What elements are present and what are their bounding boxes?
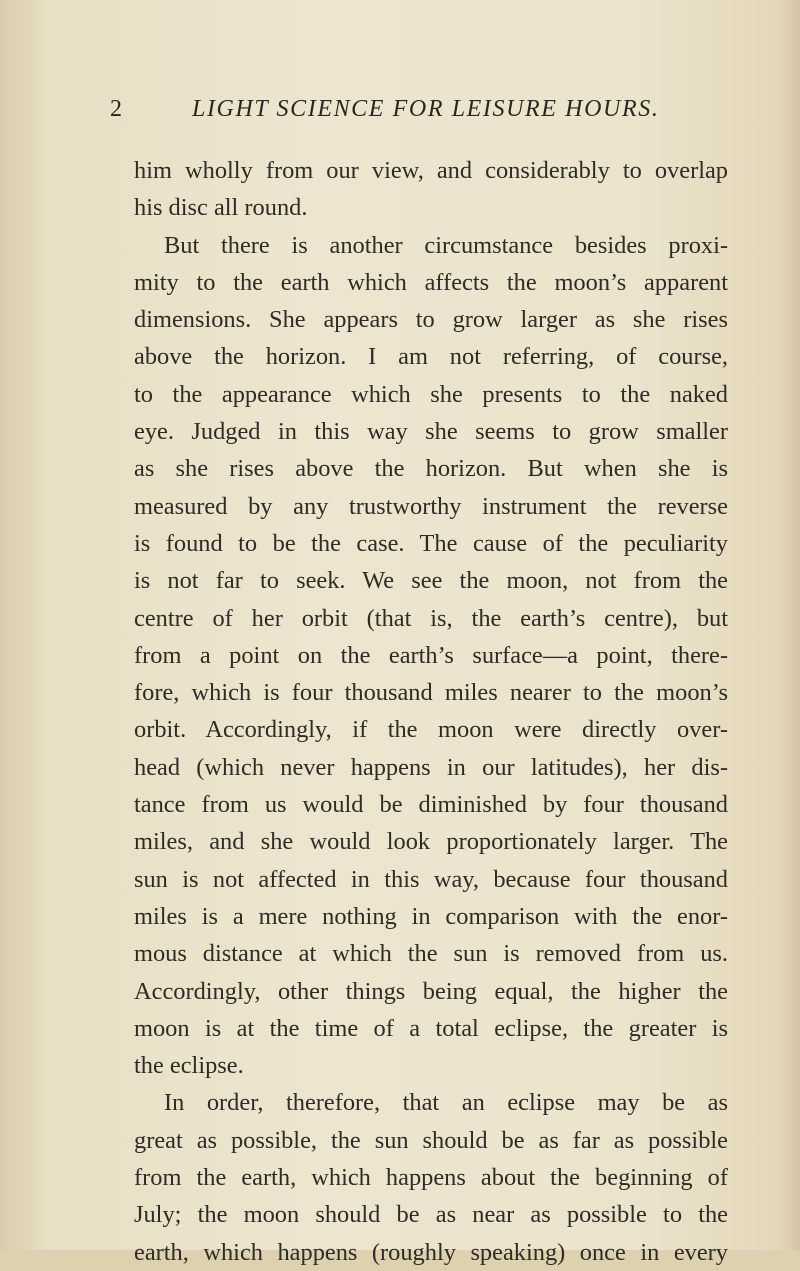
text-line: from the earth, which happens about the beginning of	[134, 1164, 728, 1192]
text-line: But there is another circumstance besides proxi-	[164, 231, 728, 259]
text-line: orbit. Accordingly, if the moon were directly over-	[134, 716, 728, 744]
text-line: from a point on the earth’s surface—a point, there-	[134, 641, 728, 669]
text-line: to the appearance which she presents to the naked	[134, 380, 728, 408]
text-line: earth, which happens (roughly speaking) once in every	[134, 1238, 728, 1266]
text-line: great as possible, the sun should be as far as possible	[134, 1126, 728, 1154]
text-line: measured by any trustworthy instrument the reverse	[134, 492, 728, 520]
text-line: July; the moon should be as near as possible to the	[134, 1201, 728, 1229]
text-line: tance from us would be diminished by four thousand	[134, 791, 728, 819]
text-line: above the horizon. I am not referring, of course,	[134, 343, 728, 371]
running-head	[110, 92, 710, 126]
text-line: In order, therefore, that an eclipse may be as	[164, 1089, 728, 1117]
text-line: mous distance at which the sun is removed from us.	[134, 940, 728, 968]
text-line: him wholly from our view, and considerably to overlap	[134, 157, 728, 184]
text-line: sun is not affected in this way, because four thousand	[134, 865, 728, 893]
text-line: miles is a mere nothing in comparison with the enor-	[134, 902, 728, 930]
text-line: fore, which is four thousand miles nearer to the moon’s	[134, 679, 728, 707]
body-text	[134, 152, 728, 1271]
text-line: his disc all round.	[134, 194, 308, 222]
text-line: miles, and she would look proportionately larger. The	[134, 828, 728, 856]
text-line: centre of her orbit (that is, the earth’s centre), but	[134, 604, 728, 632]
text-line: Accordingly, other things being equal, the higher the	[134, 977, 728, 1005]
book-title: LIGHT SCIENCE FOR LEISURE HOURS.	[192, 96, 660, 122]
text-line: as she rises above the horizon. But when she is	[134, 455, 728, 483]
text-line: moon is at the time of a total eclipse, the greater is	[134, 1014, 728, 1042]
text-line: is found to be the case. The cause of the peculiarity	[134, 529, 728, 557]
text-line: eye. Judged in this way she seems to grow smaller	[134, 418, 728, 446]
text-line: head (which never happens in our latitudes), her dis-	[134, 753, 728, 781]
text-line: is not far to seek. We see the moon, not from the	[134, 567, 728, 595]
text-line: dimensions. She appears to grow larger as she rises	[134, 306, 728, 334]
page-number: 2	[110, 96, 122, 122]
text-line: the eclipse.	[134, 1052, 244, 1080]
text-line: mity to the earth which affects the moon’s apparent	[134, 268, 728, 296]
